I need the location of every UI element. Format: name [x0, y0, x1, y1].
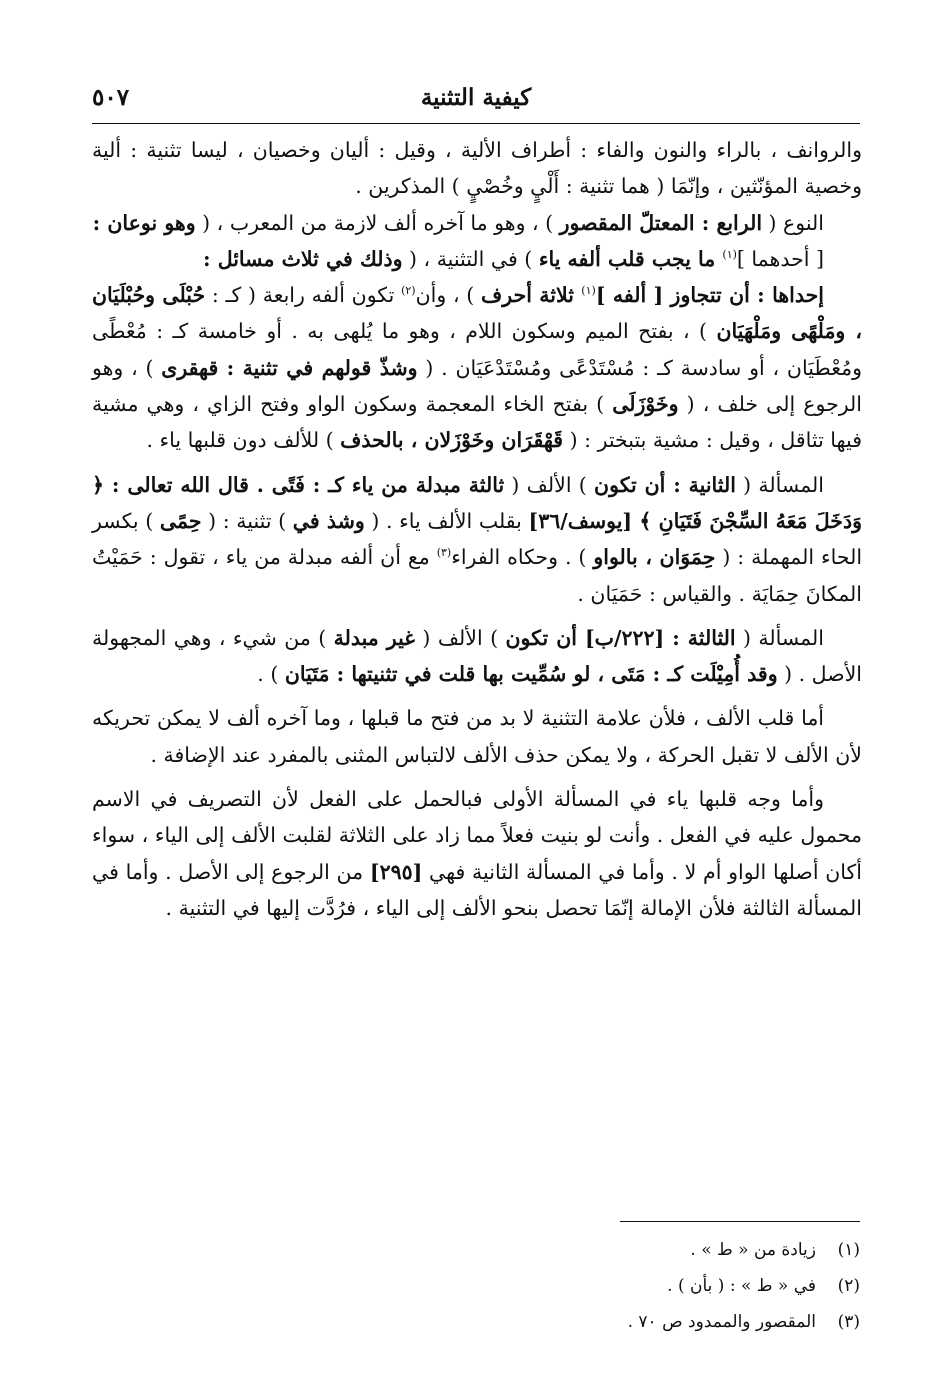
footnote-item — [300, 1232, 860, 1268]
footnote-item — [300, 1268, 860, 1304]
main-text — [92, 132, 862, 926]
footnote-ref: (١) — [722, 248, 737, 262]
page-header — [92, 80, 860, 120]
paragraph-7: أما قلب الألف ، فلأن علامة التثنية لا بد من فتح ما قبلها ، وما آخره ألف لا يمكن تحريكه لأن الألف لا تقبل الحركة ، ولا يمكن حذف الألف لالتباس المثنى بالمفرد عند الإضافة . — [92, 706, 862, 767]
footnote-text: في « ط » : ( بأن ) . — [667, 1276, 816, 1296]
paragraph-6: المسألة ( الثالثة : [٢٢٢/ب] أن تكون ) الألف ( غير مبدلة ) من شيء ، وهي المجهولة الأصل . ( وقد أُمِيْلَت كـ : مَتَى ، لو سُمِّيت بها قلت في تثنيتها : مَتَيَان ) . — [92, 625, 862, 687]
footnote-divider — [620, 1221, 860, 1222]
footnote-number: (٣) — [837, 1312, 860, 1332]
footnote-number: (١) — [837, 1240, 860, 1260]
footnote-ref: (١) — [581, 284, 596, 298]
running-title: كيفية التثنية — [420, 84, 532, 111]
paragraph-8: وأما وجه قلبها ياء في المسألة الأولى فبالحمل على الفعل لأن التصريف في الاسم محمول عليه في الفعل . وأنت لو بنيت فعلاً مما زاد على الثلاثة لقلبت الألف إلى الياء ، سواء أكان أصلها الواو أم لا . وأما في المسألة الثانية فهي [٢٩٥] من الرجوع إلى الأصل . وأما في المسألة الثالثة فلأن الإمالة إنّمَا تحصل بنحو الألف إلى الياء ، فرُدَّت إليها في التثنية . — [92, 787, 863, 920]
footnote-number: (٢) — [837, 1276, 860, 1296]
footnotes — [300, 1232, 860, 1340]
paragraph-1: والروانف ، بالراء والنون والفاء : أطراف الألية ، وقيل : أليان وخصيان ، ليسا تثنية : ألية وخصية المؤنّثين ، وإنّمَا ( هما تثنية : أَلْيٍ وخُصْيٍ ) المذكرين . — [92, 138, 862, 199]
paragraph-5: المسألة ( الثانية : أن تكون ) الألف ( ثالثة مبدلة من ياء كـ : فَتًى . قال الله تعالى : ﴿ وَدَخَلَ مَعَهُ السِّجْنَ فَتَيَانِ ﴾ [يوسف/٣٦] بقلب الألف ياء . ( وشذ في ) تثنية : ( حِمًى ) بكسر الحاء المهملة : ( حِمَوَان ، بالواو ) . وحكاه الفراء$^{(٣)}$ مع أن ألفه مبدلة من ياء ، تقول : حَمَيْتُ المكانَ حِمَايَة . والقياس : حَمَيَان . — [92, 472, 863, 606]
page-number: ٥٠٧ — [92, 84, 130, 111]
paragraph-3: [ أحدهما ]$^{(١)}$ ما يجب قلب ألفه ياء ) في التثنية ، ( وذلك في ثلاث مسائل : — [202, 246, 824, 271]
footnote-ref: (٣) — [436, 546, 452, 560]
footnote-text: المقصور والممدود ص ٧٠ . — [627, 1312, 816, 1332]
paragraph-4: إحداها : أن تتجاوز [ ألفه ]$^{(١)}$ ثلاثة أحرف ) ، وأن$^{(٢)}$ تكون ألفه رابعة ( كـ : حُبْلَى وحُبْلَيَان ، ومَلْهًى ومَلْهَيَان ) ، بفتح الميم وسكون اللام ، وهو ما يُلهى به . أو خامسة كـ : مُعْطًى ومُعْطَيَان ، أو سادسة كـ : مُسْتَدْعًى ومُسْتَدْعَيَان . ( وشذّ قولهم في تثنية : قهقرى ) ، وهو الرجوع إلى خلف ، ( وخَوْزَلَى ) بفتح الخاء المعجمة وسكون الواو وفتح الزاي ، وهي مشية فيها تثاقل ، وقيل : مشية بتبختر : ( قَهْقَرَان وخَوْزَلان ، بالحذف ) للألف دون قلبها ياء . — [92, 283, 862, 453]
footnote-item — [300, 1304, 860, 1340]
paragraph-2: النوع ( الرابع : المعتلّ المقصور ) ، وهو ما آخره ألف لازمة من المعرب ، ( وهو نوعان : — [92, 210, 824, 235]
footnote-ref: (٢) — [401, 284, 416, 298]
header-divider — [92, 123, 860, 124]
footnote-text: زيادة من « ط » . — [690, 1240, 816, 1260]
